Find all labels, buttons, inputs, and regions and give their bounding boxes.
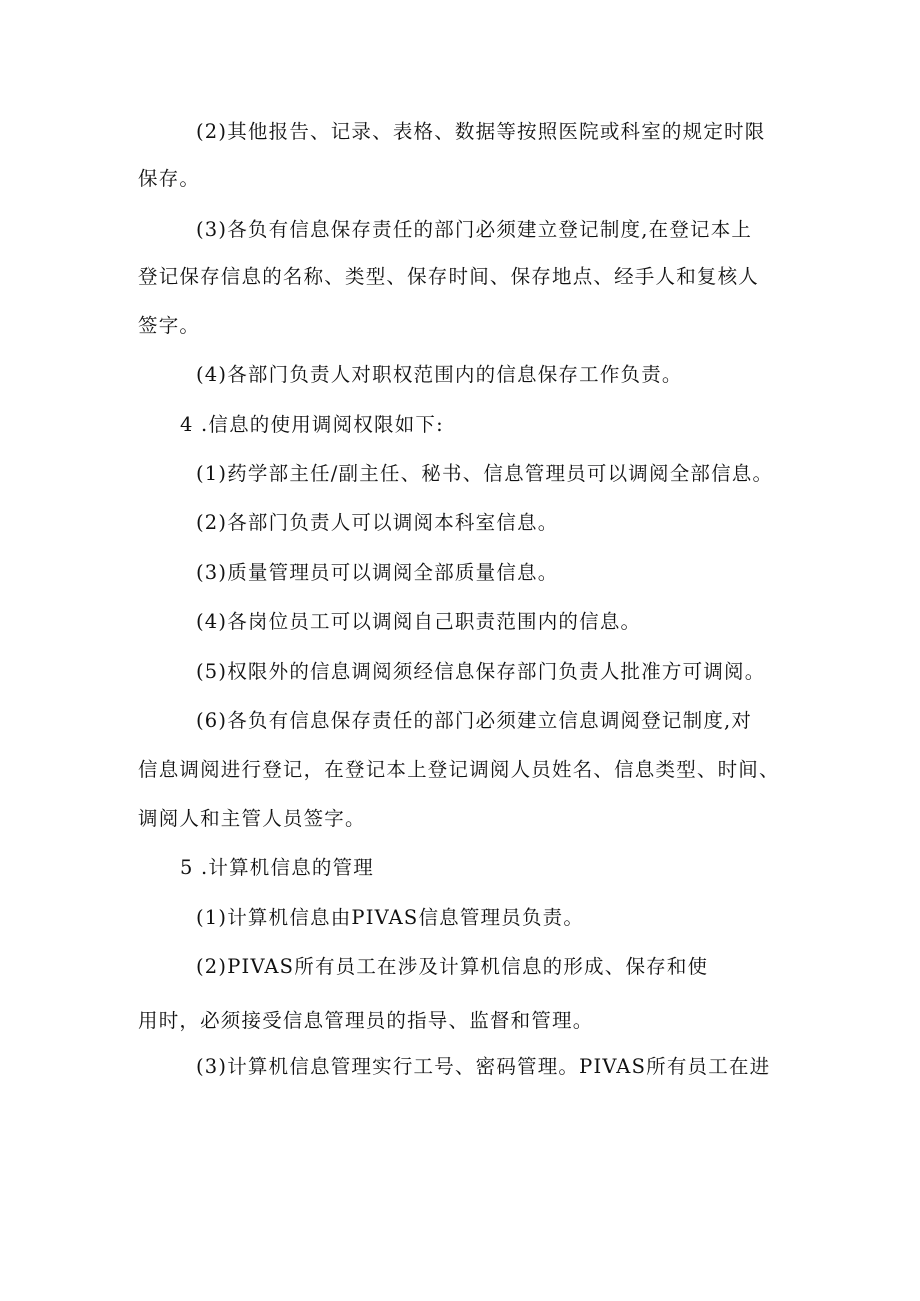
paragraph-line: 登记保存信息的名称、类型、保存时间、保存地点、经手人和复核人 xyxy=(138,265,760,288)
paragraph-line: (3)各负有信息保存责任的部门必须建立登记制度,在登记本上 xyxy=(196,218,753,241)
paragraph-line: (2)各部门负责人可以调阅本科室信息。 xyxy=(196,511,559,534)
paragraph-line: (3)计算机信息管理实行工号、密码管理。PIVAS所有员工在进 xyxy=(196,1055,771,1078)
paragraph-line: (5)权限外的信息调阅须经信息保存部门负责人批准方可调阅。 xyxy=(196,660,766,683)
paragraph-line: 用时，必须接受信息管理员的指导、监督和管理。 xyxy=(138,1009,594,1032)
section-heading: 4 .信息的使用调阅权限如下: xyxy=(180,413,444,436)
section-heading: 5 .计算机信息的管理 xyxy=(180,856,375,879)
paragraph-line: 信息调阅进行登记，在登记本上登记调阅人员姓名、信息类型、时间、 xyxy=(138,758,780,781)
paragraph-line: 调阅人和主管人员签字。 xyxy=(138,807,366,830)
paragraph-line: (1)药学部主任/副主任、秘书、信息管理员可以调阅全部信息。 xyxy=(196,462,774,485)
paragraph-line: (3)质量管理员可以调阅全部质量信息。 xyxy=(196,561,559,584)
paragraph-line: (2)其他报告、记录、表格、数据等按照医院或科室的规定时限 xyxy=(196,120,766,143)
paragraph-line: (4)各岗位员工可以调阅自己职责范围内的信息。 xyxy=(196,610,642,633)
paragraph-line: (1)计算机信息由PIVAS信息管理员负责。 xyxy=(196,906,585,929)
paragraph-line: (2)PIVAS所有员工在涉及计算机信息的形成、保存和使 xyxy=(196,955,709,978)
paragraph-line: (6)各负有信息保存责任的部门必须建立信息调阅登记制度,对 xyxy=(196,709,753,732)
paragraph-line: 保存。 xyxy=(138,167,201,190)
paragraph-line: 签字。 xyxy=(138,314,201,337)
paragraph-line: (4)各部门负责人对职权范围内的信息保存工作负责。 xyxy=(196,363,683,386)
